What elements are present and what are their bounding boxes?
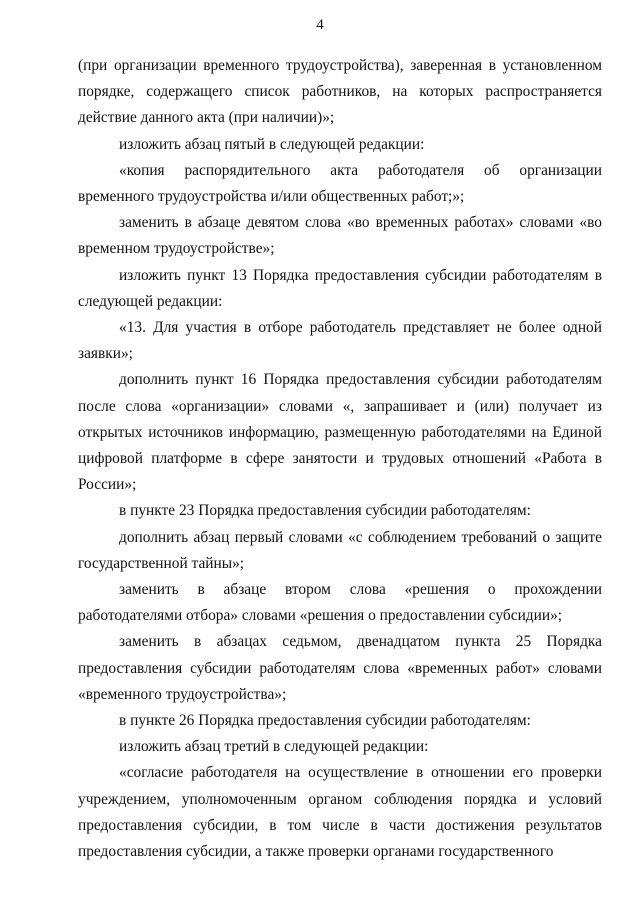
paragraph: заменить в абзаце девятом слова «во временных работах» словами «во временном трудоустройстве»; [78, 214, 602, 258]
document-body [78, 53, 602, 865]
paragraph: изложить абзац третий в следующей редакции: [119, 738, 429, 756]
paragraph: заменить в абзаце втором слова «решения о прохождении работодателями отбора» словами «решения о предоставлении субсидии»; [78, 581, 602, 625]
paragraph: «копия распорядительного акта работодателя об организации временного трудоустройства и/или общественных работ;»; [78, 161, 602, 206]
paragraph: заменить в абзацах седьмом, двенадцатом пункта 25 Порядка предоставления субсидии работодателям слова «временных работ» словами «временного трудоустройства»; [78, 633, 602, 703]
paragraph: изложить абзац пятый в следующей редакции: [119, 135, 425, 153]
paragraph: дополнить абзац первый словами «с соблюдением требований о защите государственной тайны»; [78, 528, 602, 572]
paragraph: дополнить пункт 16 Порядка предоставления субсидии работодателям после слова «организации» словами «, запрашивает и (или) получает из открытых источников информацию, размещенную работодателями на Единой цифровой платформе в сфере занятости и трудовых отношений «Работа в России»; [78, 371, 602, 494]
paragraph-continuation: (при организации временного трудоустройства), заверенная в установленном порядке, содержащего список работников, на которых распространяется действие данного акта (при наличии)»; [78, 57, 602, 127]
paragraph: «согласие работодателя на осуществление в отношении его проверки учреждением, уполномоченным органом соблюдения порядка и условий предоставления субсидии, в том числе в части достижения результатов предоставления субсидии, а также проверки органами государственного [78, 764, 602, 861]
paragraph: «13. Для участия в отборе работодатель представляет не более одной заявки»; [78, 319, 602, 363]
paragraph: в пункте 23 Порядка предоставления субсидии работодателям: [119, 502, 531, 520]
paragraph: изложить пункт 13 Порядка предоставления субсидии работодателям в следующей редакции: [78, 266, 602, 310]
paragraph: в пункте 26 Порядка предоставления субсидии работодателям: [119, 712, 531, 730]
page-number: 4 [316, 17, 324, 33]
